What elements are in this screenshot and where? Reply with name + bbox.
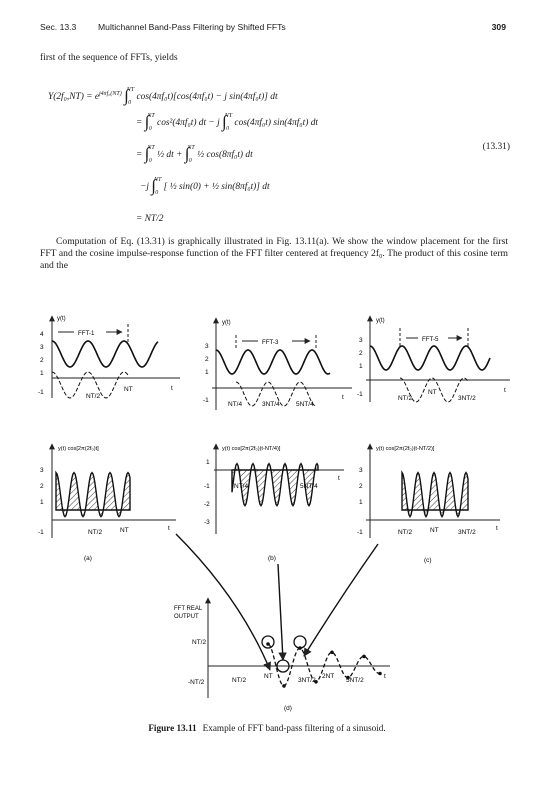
equation-line-1 — [48, 84, 278, 104]
panel-c-top-plot — [357, 316, 510, 402]
x-tick-label: NT/2 — [88, 529, 103, 536]
integral-sign: ∫ — [222, 112, 227, 131]
connector-arrow-b — [278, 564, 283, 660]
y-tick-label: 3 — [359, 467, 363, 474]
integral-lower-limit: 0 — [148, 126, 152, 132]
y-tick-label: -2 — [204, 501, 210, 508]
y-tick-label: -1 — [357, 529, 363, 536]
equation-line-3-part-b: ½ cos(8πf₀t) dt — [197, 150, 253, 160]
y-tick-labels — [203, 343, 209, 404]
equation-line-5: = NT/2 — [136, 214, 164, 224]
y-axis-label: y(t) — [376, 318, 385, 324]
y-tick-label: 1 — [40, 370, 44, 377]
integral-lower-limit: 0 — [188, 158, 192, 164]
connector-arrow-a — [176, 534, 270, 670]
y-tick-label: 2 — [40, 483, 44, 490]
equation-line-2-part-b: cos(4πf₀t) sin(4πf₀t) dt — [234, 118, 319, 128]
y-tick-label: 3 — [359, 337, 363, 344]
x-tick-label: 2NT — [322, 673, 335, 680]
y-tick-label: 2 — [359, 483, 363, 490]
equation-line-1-body: cos(4πf₀t)[cos(4πf₀t) − j sin(4πf₀t)] dt — [136, 92, 278, 102]
sample-marker-ring-c — [294, 636, 306, 648]
equation-exponent: j4πf₀(NT) — [99, 90, 122, 97]
integral-sign: ∫ — [184, 144, 190, 163]
x-tick-label: NT — [264, 673, 273, 680]
y-tick-labels — [204, 459, 210, 526]
equation-line-2: = ∫$^{NT}_0$ cos²(4πf₀t) dt − j ∫$^{NT}_0$ cos(4πf₀t) sin(4πf₀t) dt — [136, 112, 319, 132]
equation-line-4: −j ∫$^{NT}_0$ [ ½ sin(0) + ½ sin(8πf₀t)] dt — [140, 176, 270, 196]
sample-point — [378, 672, 382, 676]
equation-line-2-part-a: cos²(4πf₀t) dt − j — [157, 118, 220, 128]
integral-sign: ∫ — [144, 144, 150, 163]
y-tick-labels — [38, 331, 44, 396]
connector-arrow-c — [304, 544, 378, 656]
x-tick-label: 3NT/2 — [298, 677, 316, 684]
y-tick-label: 2 — [359, 350, 363, 357]
x-tick-label: t — [342, 394, 344, 401]
x-tick-label: t — [338, 475, 340, 482]
y-tick-label: 3 — [40, 467, 44, 474]
y-tick-label: 1 — [206, 459, 210, 466]
integral-upper-limit: NT — [153, 177, 162, 183]
intro-sentence: first of the sequence of FFTs, yields — [40, 52, 178, 63]
y-tick-label: 4 — [40, 331, 44, 338]
x-tick-label: NT/2 — [398, 529, 413, 536]
caption-text: Example of FFT band-pass filtering of a sinusoid. — [202, 723, 386, 733]
y-tick-label: -1 — [203, 397, 209, 404]
fft-window-label: FFT-1 — [78, 330, 95, 337]
x-tick-label: t — [504, 387, 506, 394]
figure-caption — [0, 723, 534, 733]
y-tick-label: 2 — [205, 356, 209, 363]
y-tick-label: -1 — [204, 483, 210, 490]
y-tick-label: -1 — [38, 529, 44, 536]
panel-label-b: (b) — [268, 555, 276, 562]
section-number: Sec. 13.3 — [40, 22, 77, 32]
equation-block — [40, 74, 510, 242]
y-axis-label-line-1: FFT REAL — [174, 606, 203, 612]
sinusoid-curve — [370, 346, 490, 370]
integral-sign: ∫ — [151, 176, 156, 195]
x-tick-label: NT — [120, 527, 129, 534]
sample-point — [282, 684, 286, 688]
product-waveform-hatched — [402, 473, 468, 517]
integral-sign: ∫ — [144, 112, 150, 131]
y-tick-label: NT/2 — [192, 639, 207, 646]
figure-13-11 — [0, 298, 534, 718]
x-tick-label: NT — [430, 527, 439, 534]
x-tick-label: NT/2 — [398, 395, 413, 402]
panel-label-d: (d) — [284, 705, 292, 712]
product-waveform-hatched — [56, 473, 130, 517]
y-axis-label: y(t) cos[2π(2f₀)(t-NT/4)] — [222, 446, 281, 452]
y-tick-label: -NT/2 — [188, 679, 205, 686]
x-tick-label: 3NT/4 — [262, 401, 280, 408]
x-tick-label: NT/2 — [232, 677, 247, 684]
x-tick-label: 5NT/4 — [296, 401, 314, 408]
integral-upper-limit: NT — [187, 145, 195, 151]
x-tick-label: NT — [428, 389, 437, 396]
running-header — [40, 22, 506, 36]
sample-point — [266, 642, 270, 646]
y-tick-label: 1 — [359, 499, 363, 506]
integral-upper-limit: NT — [224, 113, 233, 119]
integral-upper-limit: NT — [147, 113, 155, 119]
x-tick-label: 3NT/2 — [458, 395, 476, 402]
y-tick-labels — [38, 467, 44, 536]
panel-b-top-plot — [203, 318, 352, 410]
fft-window-label: FFT-5 — [422, 336, 439, 343]
section-title: Multichannel Band-Pass Filtering by Shifted FFTs — [98, 22, 286, 32]
integral-lower-limit: 0 — [148, 158, 152, 164]
y-tick-label: 1 — [40, 499, 44, 506]
y-tick-label: -1 — [357, 391, 363, 398]
panel-d-plot — [174, 598, 390, 712]
y-tick-labels — [357, 467, 363, 536]
page-number: 309 — [491, 22, 506, 32]
y-tick-label: 1 — [205, 369, 209, 376]
y-axis-label-line-2: OUTPUT — [174, 614, 199, 620]
integral-upper-limit: NT — [147, 145, 155, 151]
equation-number: (13.31) — [482, 142, 510, 152]
sinusoid-curve — [52, 341, 158, 367]
y-tick-label: 3 — [40, 344, 44, 351]
sinusoid-curve — [216, 350, 330, 374]
y-tick-label: 3 — [205, 343, 209, 350]
sample-marker-ring-a — [262, 636, 274, 648]
panel-label-a: (a) — [84, 555, 92, 562]
integral-lower-limit: 0 — [226, 126, 230, 132]
x-tick-label: NT/4 — [234, 483, 249, 490]
integral-sign: ∫ — [124, 86, 129, 105]
x-tick-label: 5NT/4 — [300, 483, 318, 490]
body-paragraph: Computation of Eq. (13.31) is graphically illustrated in Fig. 13.11(a). We show the window placement for the first FFT and the cosine impulse-response function of the FFT filter centered at frequency 2f₀. The product of this cosine term and the — [40, 236, 508, 272]
x-tick-label: t — [171, 385, 173, 392]
panel-c-bottom-plot — [357, 444, 500, 538]
integral-lower-limit: 0 — [155, 190, 159, 196]
x-tick-label: NT/4 — [228, 401, 243, 408]
sample-point — [362, 655, 366, 659]
y-tick-label: -1 — [38, 389, 44, 396]
fft-window-label: FFT-3 — [262, 339, 279, 346]
panel-label-c: (c) — [424, 557, 432, 564]
equation-line-4-body: [ ½ sin(0) + ½ sin(8πf₀t)] dt — [163, 182, 270, 192]
y-tick-label: 2 — [40, 357, 44, 364]
equation-line-3-part-a: ½ dt + — [157, 150, 183, 160]
equation-line-3: = ∫$^{NT}_0$ ½ dt + ∫$^{NT}_0$ ½ cos(8πf₀t) dt (13.31) — [136, 142, 510, 164]
x-tick-label: NT/2 — [86, 393, 101, 400]
panel-a-top-plot — [38, 316, 180, 400]
x-tick-label: 5NT/2 — [346, 677, 364, 684]
y-axis-label: y(t) cos[2π(2f₀)t] — [58, 446, 99, 452]
panel-a-bottom-plot — [38, 444, 176, 538]
sample-point — [330, 651, 334, 655]
equation-lhs: Y(2f₀,NT) = e — [48, 92, 99, 102]
y-axis-label: y(t) cos[2π(2f₀)(t-NT/2)] — [376, 446, 435, 452]
caption-label: Figure 13.11 — [148, 723, 197, 733]
y-tick-label: -3 — [204, 519, 210, 526]
x-tick-label: NT — [124, 386, 133, 393]
x-tick-label: 3NT/2 — [458, 529, 476, 536]
y-tick-label: 1 — [359, 363, 363, 370]
x-tick-label: t — [384, 673, 386, 680]
integral-lower-limit: 0 — [128, 100, 132, 106]
y-axis-label: y(t) — [57, 316, 66, 322]
y-tick-labels — [357, 337, 363, 398]
x-tick-label: t — [168, 525, 170, 532]
panel-b-bottom-plot — [204, 444, 344, 534]
y-axis-label: y(t) — [222, 320, 231, 326]
x-tick-label: t — [496, 525, 498, 532]
integral-upper-limit: NT — [126, 87, 135, 93]
